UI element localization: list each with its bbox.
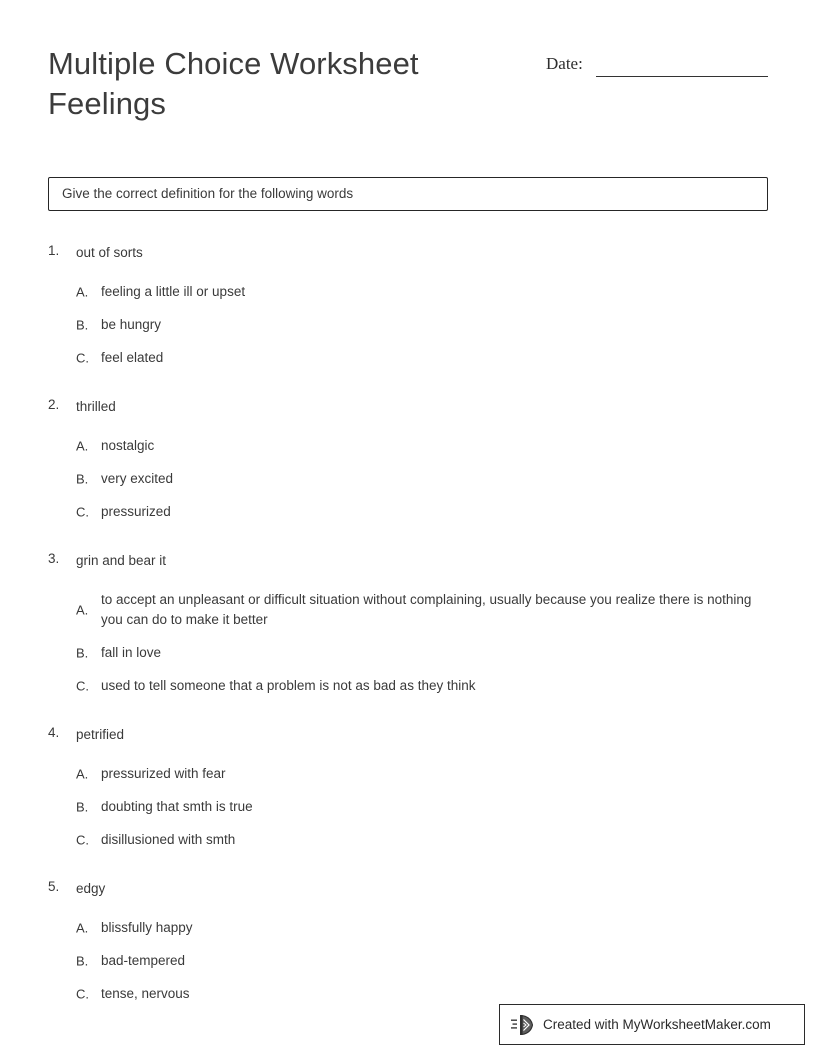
option-letter: B. xyxy=(76,471,89,487)
question-text: petrified xyxy=(76,727,125,742)
question-prompt-row xyxy=(48,725,768,745)
option-letter: A. xyxy=(76,284,89,300)
option-text: fall in love xyxy=(101,645,162,660)
question-prompt-row xyxy=(48,397,768,417)
options-list xyxy=(48,764,768,850)
date-field-group xyxy=(546,54,768,82)
option-text: disillusioned with smth xyxy=(101,832,236,847)
options-list xyxy=(48,918,768,1004)
option-text: doubting that smth is true xyxy=(101,799,253,814)
questions-list xyxy=(48,243,768,1004)
question-number: 3. xyxy=(48,551,60,566)
option-letter: C. xyxy=(76,986,89,1002)
question-block xyxy=(48,551,768,696)
option-row[interactable] xyxy=(76,951,768,971)
option-row[interactable] xyxy=(76,436,768,456)
option-text: feeling a little ill or upset xyxy=(101,284,246,299)
option-row[interactable] xyxy=(76,282,768,302)
option-text: be hungry xyxy=(101,317,162,332)
question-number: 5. xyxy=(48,879,60,894)
question-text: thrilled xyxy=(76,399,116,414)
option-letter: A. xyxy=(76,438,89,454)
options-list xyxy=(48,282,768,368)
option-row[interactable] xyxy=(76,918,768,938)
option-letter: B. xyxy=(76,645,89,661)
question-prompt-row xyxy=(48,879,768,899)
option-row[interactable] xyxy=(76,643,768,663)
question-prompt-row xyxy=(48,243,768,263)
footer-attribution-badge[interactable] xyxy=(499,1004,805,1045)
option-letter: C. xyxy=(76,350,89,366)
myworksheetmaker-logo-icon xyxy=(511,1013,537,1037)
question-text: grin and bear it xyxy=(76,553,167,568)
options-list xyxy=(48,590,768,696)
option-text: pressurized with fear xyxy=(101,766,226,781)
date-input-line[interactable] xyxy=(596,76,768,77)
question-number: 1. xyxy=(48,243,60,258)
option-letter: B. xyxy=(76,799,89,815)
option-text: feel elated xyxy=(101,350,164,365)
question-number: 4. xyxy=(48,725,60,740)
question-text: edgy xyxy=(76,881,106,896)
option-row[interactable] xyxy=(76,315,768,335)
option-row[interactable] xyxy=(76,469,768,489)
option-letter: C. xyxy=(76,832,89,848)
option-row[interactable] xyxy=(76,764,768,784)
option-text: blissfully happy xyxy=(101,920,193,935)
question-prompt-row xyxy=(48,551,768,571)
question-number: 2. xyxy=(48,397,60,412)
option-row[interactable] xyxy=(76,676,768,696)
question-block xyxy=(48,879,768,1004)
instruction-box xyxy=(48,177,768,211)
option-letter: C. xyxy=(76,678,89,694)
page-title xyxy=(48,44,518,124)
option-letter: A. xyxy=(76,602,89,618)
question-block xyxy=(48,397,768,522)
option-letter: A. xyxy=(76,920,89,936)
options-list xyxy=(48,436,768,522)
option-text: tense, nervous xyxy=(101,986,190,1001)
option-text: nostalgic xyxy=(101,438,155,453)
option-letter: A. xyxy=(76,766,89,782)
question-block xyxy=(48,725,768,850)
option-row[interactable] xyxy=(76,830,768,850)
option-letter: C. xyxy=(76,504,89,520)
option-row[interactable] xyxy=(76,348,768,368)
page-title-line-1: Multiple Choice Worksheet xyxy=(48,46,419,81)
option-text: to accept an unpleasant or difficult situation without complaining, usually because you realize there is nothing you can do to make it better xyxy=(101,592,752,627)
date-label: Date: xyxy=(546,54,583,73)
option-text: used to tell someone that a problem is not as bad as they think xyxy=(101,678,476,693)
worksheet-header xyxy=(48,44,768,134)
option-text: bad-tempered xyxy=(101,953,186,968)
option-row[interactable] xyxy=(76,502,768,522)
option-letter: B. xyxy=(76,953,89,969)
question-block xyxy=(48,243,768,368)
question-text: out of sorts xyxy=(76,245,143,260)
option-text: very excited xyxy=(101,471,174,486)
option-row[interactable] xyxy=(76,797,768,817)
option-row[interactable] xyxy=(76,590,768,630)
option-text: pressurized xyxy=(101,504,171,519)
option-row[interactable] xyxy=(76,984,768,1004)
instruction-text: Give the correct definition for the following words xyxy=(62,186,354,201)
page-title-line-2: Feelings xyxy=(48,86,166,121)
option-letter: B. xyxy=(76,317,89,333)
footer-attribution-text: Created with MyWorksheetMaker.com xyxy=(543,1017,771,1032)
